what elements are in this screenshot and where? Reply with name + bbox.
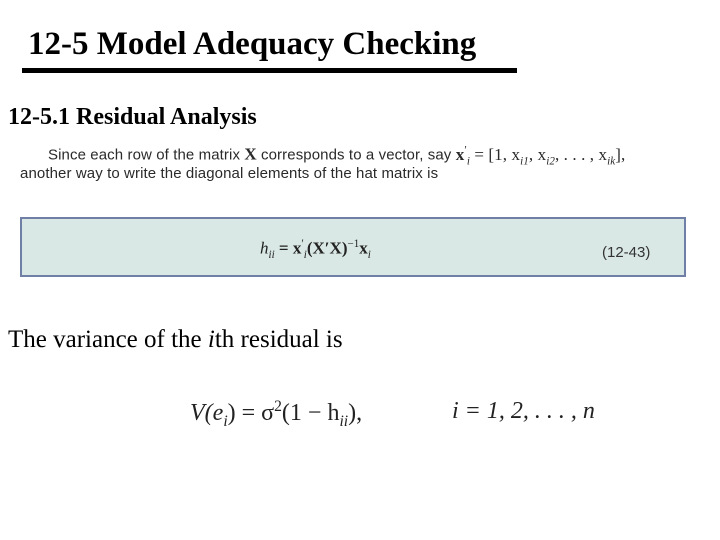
hat-diagonal-formula: $h_{ii} = x'_i(X'X)^{-1}x_i$	[260, 238, 371, 262]
equation-number: (12-43)	[602, 244, 651, 261]
vector-expression: $x'_i = [1$, $x_{i1}$, $x_{i2}$, . . . , $x_{ik}$],	[455, 144, 626, 168]
title-underline	[22, 68, 517, 73]
variance-sentence: The variance of the ith residual is	[8, 326, 343, 353]
paragraph-text: Since each row of the matrix	[48, 146, 241, 164]
index-range: i = 1, 2, . . . , n	[452, 398, 595, 424]
residual-variance-formula: $V(e_i) = \sigma^2(1 - h_{ii})$,	[190, 398, 363, 430]
slide-title: 12-5 Model Adequacy Checking	[28, 26, 477, 62]
section-heading: 12-5.1 Residual Analysis	[8, 104, 257, 130]
matrix-symbol: X	[244, 144, 257, 164]
paragraph-line-1	[48, 144, 625, 167]
paragraph-line-2: another way to write the diagonal elements of the hat matrix is	[20, 165, 439, 182]
paragraph-text: corresponds to a vector, say	[261, 146, 452, 164]
